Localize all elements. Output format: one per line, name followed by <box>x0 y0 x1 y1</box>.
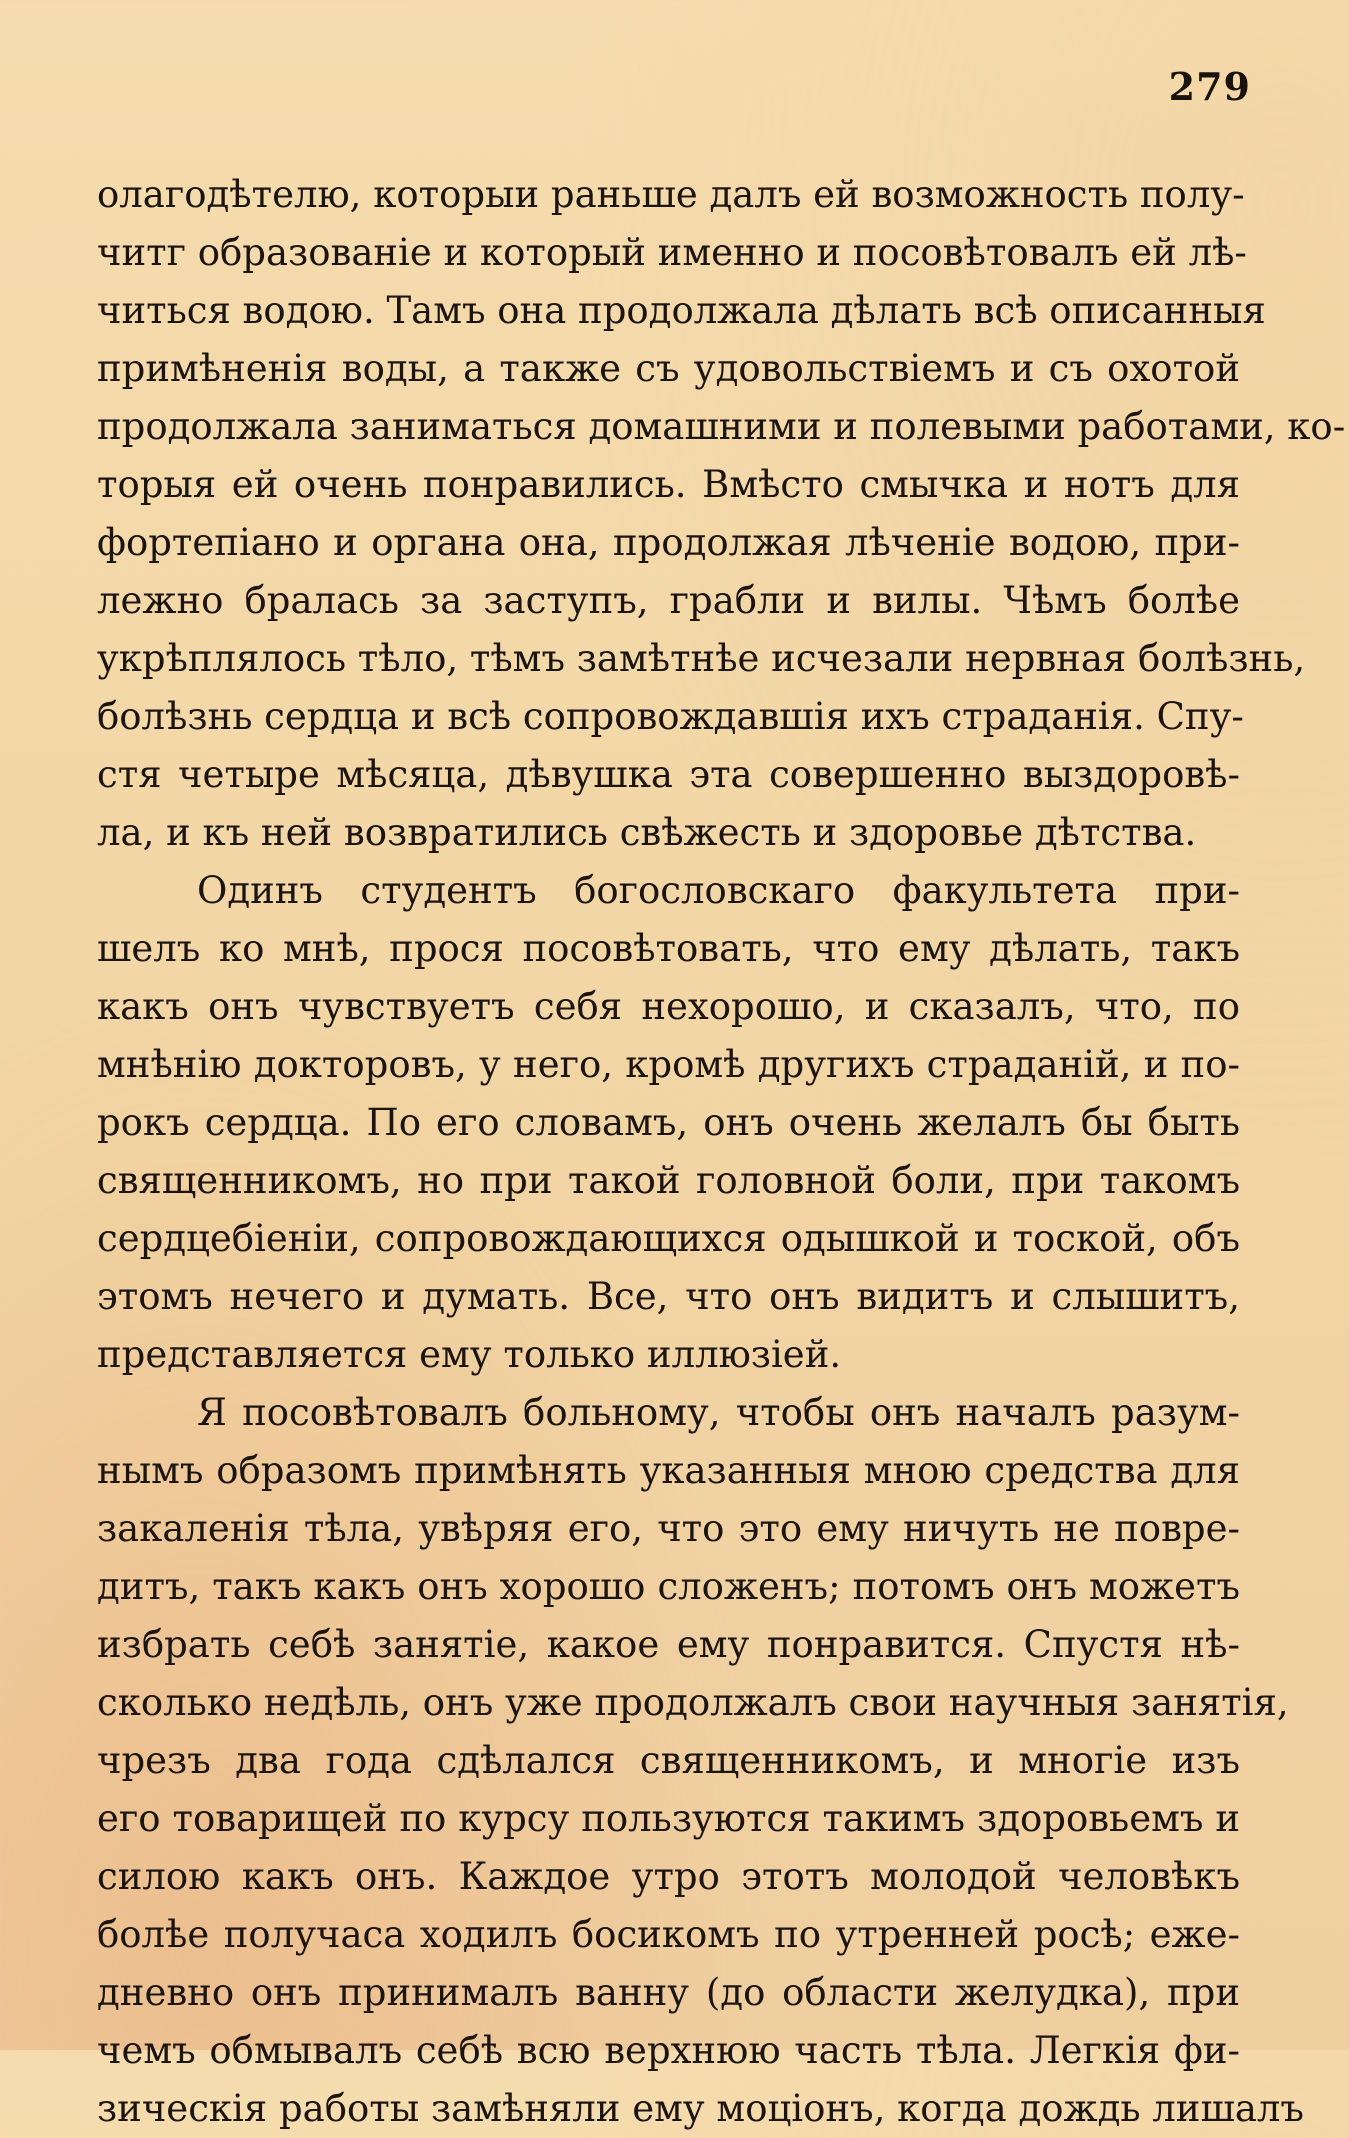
text-line: какъ онъ чувствуетъ себя нехорошо, и сказалъ, что, по <box>97 985 1240 1028</box>
text-line: Я посовѣтовалъ больному, чтобы онъ началъ разум- <box>197 1391 1240 1434</box>
text-line: дитъ, такъ какъ онъ хорошо сложенъ; потомъ онъ можетъ <box>97 1565 1240 1608</box>
text-line: дневно онъ принималъ ванну (до области желудка), при <box>97 1971 1240 2014</box>
text-line: чрезъ два года сдѣлался священникомъ, и многіе изъ <box>97 1739 1240 1782</box>
text-line: этомъ нечего и думать. Все, что онъ видитъ и слышитъ, <box>97 1275 1240 1318</box>
paragraph <box>97 862 1240 1384</box>
text-line: сколько недѣль, онъ уже продолжалъ свои научныя занятія, <box>97 1681 1289 1724</box>
text-line: закаленія тѣла, увѣряя его, что это ему ничуть не повре- <box>97 1507 1240 1550</box>
text-line: читься водою. Тамъ она продолжала дѣлать всѣ описанныя <box>97 289 1266 332</box>
text-line: болѣе получаса ходилъ босикомъ по утренней росѣ; еже- <box>97 1913 1240 1956</box>
text-line: олагодѣтелю, которыи раньше далъ ей возможность полу- <box>97 173 1245 216</box>
text-block <box>97 166 1346 2138</box>
text-line: лежно бралась за заступъ, грабли и вилы. Чѣмъ болѣе <box>97 579 1240 622</box>
text-line: нымъ образомъ примѣнять указанныя мною средства для <box>97 1449 1240 1492</box>
paragraph <box>97 166 1346 862</box>
text-line: продолжала заниматься домашними и полевыми работами, ко- <box>97 405 1346 448</box>
text-line: Одинъ студентъ богословскаго факультета при- <box>197 869 1240 912</box>
text-line: торыя ей очень понравились. Вмѣсто смычка и нотъ для <box>97 463 1240 506</box>
text-line: мнѣнію докторовъ, у него, кромѣ другихъ страданій, и по- <box>97 1043 1240 1086</box>
text-line: сердцебіеніи, сопровождающихся одышкой и тоской, объ <box>97 1217 1240 1260</box>
text-line: избрать себѣ занятіе, какое ему понравится. Спустя нѣ- <box>97 1623 1240 1666</box>
text-line: примѣненія воды, а также съ удовольствіемъ и съ охотой <box>97 347 1240 390</box>
paragraph <box>97 1384 1304 2138</box>
text-line: рокъ сердца. По его словамъ, онъ очень желалъ бы быть <box>97 1101 1240 1144</box>
text-line: его товарищей по курсу пользуются такимъ здоровьемъ и <box>97 1797 1240 1840</box>
text-line: силою какъ онъ. Каждое утро этотъ молодой человѣкъ <box>97 1855 1240 1898</box>
text-line: ла, и къ ней возвратились свѣжесть и здоровье дѣтства. <box>97 811 1197 854</box>
text-line: шелъ ко мнѣ, прося посовѣтовать, что ему дѣлать, такъ <box>97 927 1240 970</box>
text-line: стя четыре мѣсяца, дѣвушка эта совершенно выздоровѣ- <box>97 753 1240 796</box>
text-line: священникомъ, но при такой головной боли, при такомъ <box>97 1159 1240 1202</box>
text-line: укрѣплялось тѣло, тѣмъ замѣтнѣе исчезали нервная болѣзнь, <box>97 637 1306 680</box>
text-line: представляется ему только иллюзіей. <box>97 1333 842 1376</box>
text-line: зическія работы замѣняли ему моціонъ, когда дождь лишалъ <box>97 2087 1304 2130</box>
text-line: читг образованіе и который именно и посовѣтовалъ ей лѣ- <box>97 231 1247 274</box>
text-line: болѣзнь сердца и всѣ сопровождавшія ихъ страданія. Спу- <box>97 695 1244 738</box>
text-line: чемъ обмывалъ себѣ всю верхнюю часть тѣла. Легкія фи- <box>97 2029 1240 2072</box>
page-number: 279 <box>1168 64 1251 109</box>
text-line: фортепіано и органа она, продолжая лѣченіе водою, при- <box>97 521 1240 564</box>
